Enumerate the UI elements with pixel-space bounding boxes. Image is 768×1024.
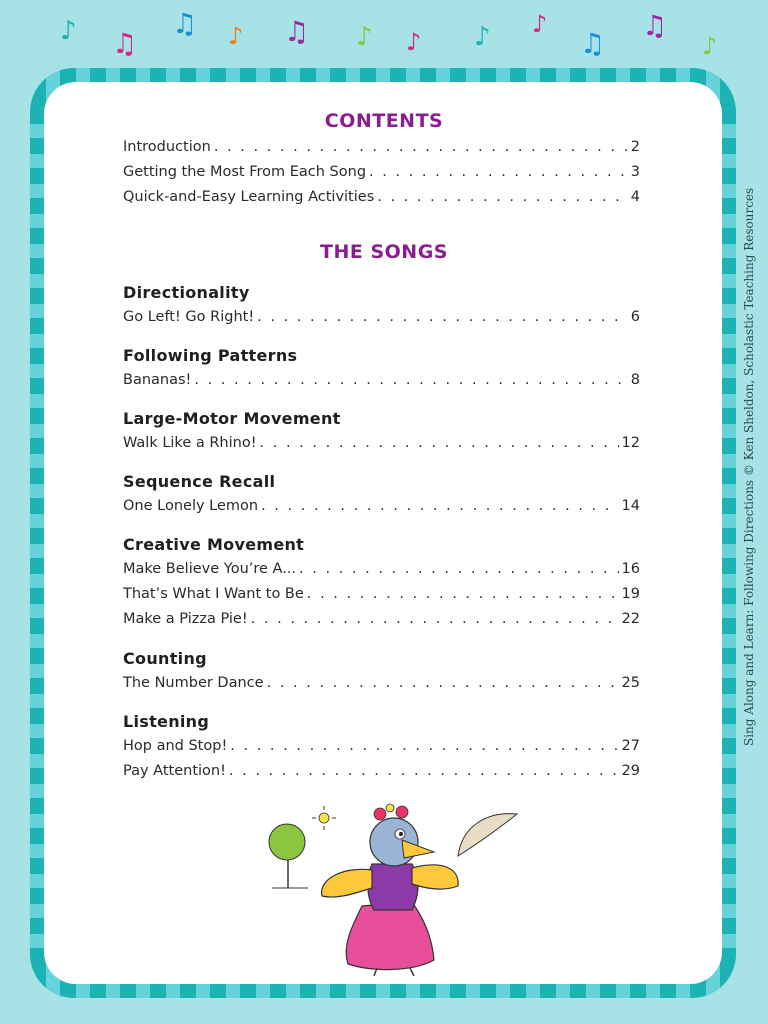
toc-entry-page: 2 (630, 139, 640, 155)
toc-entry-page: 3 (630, 164, 640, 180)
copyright-credit: Sing Along and Learn: Following Directions © Ken Sheldon, Scholastic Teaching Resources (742, 187, 756, 746)
dot-leader (194, 372, 627, 388)
toc-entry-page: 25 (621, 675, 640, 691)
toc-entry-make-believe[interactable] (123, 561, 640, 581)
toc-entry-title: Make Believe You’re A... (123, 561, 297, 577)
toc-entry-title: Introduction (123, 139, 211, 155)
contents-heading: CONTENTS (324, 110, 444, 132)
toc-entry-title: That’s What I Want to Be (123, 586, 304, 602)
section-heading-creative: Creative Movement (123, 535, 305, 554)
dot-leader (299, 561, 619, 577)
music-note-icon: ♪ (356, 22, 373, 52)
toc-entry-bananas[interactable] (123, 372, 640, 392)
dot-leader (307, 586, 619, 602)
toc-entry-pizza[interactable] (123, 611, 640, 631)
section-heading-sequence: Sequence Recall (123, 472, 276, 491)
music-note-icon: ♪ (60, 16, 77, 46)
toc-entry-title: Walk Like a Rhino! (123, 435, 257, 451)
music-note-icon: ♫ (580, 27, 606, 60)
section-heading-listening: Listening (123, 712, 210, 731)
toc-entry-page: 19 (621, 586, 640, 602)
toc-entry-title: Quick-and-Easy Learning Activities (123, 189, 375, 205)
toc-entry-pay-attention[interactable] (123, 763, 640, 783)
toc-entry-page: 29 (621, 763, 640, 779)
toc-entry-title: Hop and Stop! (123, 738, 228, 754)
music-note-icon: ♫ (284, 15, 310, 48)
section-heading-counting: Counting (123, 649, 207, 668)
music-note-icon: ♫ (172, 7, 198, 40)
toc-entry-page: 27 (621, 738, 640, 754)
toc-entry-page: 6 (630, 309, 640, 325)
toc-entry-title: Go Left! Go Right! (123, 309, 255, 325)
music-note-icon: ♫ (112, 27, 138, 60)
toc-entry-introduction[interactable] (123, 139, 640, 159)
toc-entry-getting-most[interactable] (123, 164, 640, 184)
music-note-icon: ♪ (474, 22, 491, 52)
toc-entry-title: Bananas! (123, 372, 192, 388)
music-note-icon: ♪ (406, 28, 422, 56)
dot-leader (229, 763, 619, 779)
toc-entry-page: 22 (621, 611, 640, 627)
music-note-icon: ♪ (532, 10, 548, 38)
toc-entry-go-left[interactable] (123, 309, 640, 329)
toc-entry-title: Make a Pizza Pie! (123, 611, 248, 627)
toc-entry-title: The Number Dance (123, 675, 264, 691)
section-heading-large-motor: Large-Motor Movement (123, 409, 341, 428)
toc-entry-lemon[interactable] (123, 498, 640, 518)
toc-entry-hop-stop[interactable] (123, 738, 640, 758)
toc-entry-want-to-be[interactable] (123, 586, 640, 606)
dot-leader (257, 309, 628, 325)
toc-entry-title: Pay Attention! (123, 763, 226, 779)
toc-entry-page: 14 (621, 498, 640, 514)
toc-entry-page: 16 (621, 561, 640, 577)
toc-entry-activities[interactable] (123, 189, 640, 209)
dot-leader (214, 139, 628, 155)
dot-leader (230, 738, 618, 754)
music-note-icon: ♫ (642, 9, 668, 42)
toc-entry-page: 8 (630, 372, 640, 388)
music-note-icon: ♪ (702, 32, 718, 60)
songs-heading: THE SONGS (320, 241, 448, 263)
music-notes-banner (0, 0, 768, 70)
toc-entry-page: 4 (630, 189, 640, 205)
dot-leader (267, 675, 619, 691)
toc-entry-page: 12 (621, 435, 640, 451)
music-note-icon: ♪ (228, 22, 244, 50)
dot-leader (369, 164, 628, 180)
dot-leader (261, 498, 618, 514)
section-heading-patterns: Following Patterns (123, 346, 298, 365)
dancing-bird-illustration (262, 796, 542, 976)
toc-entry-rhino[interactable] (123, 435, 640, 455)
section-heading-directionality: Directionality (123, 283, 250, 302)
toc-entry-number-dance[interactable] (123, 675, 640, 695)
toc-entry-title: Getting the Most From Each Song (123, 164, 367, 180)
dot-leader (260, 435, 619, 451)
toc-entry-title: One Lonely Lemon (123, 498, 259, 514)
dot-leader (251, 611, 619, 627)
dot-leader (377, 189, 628, 205)
